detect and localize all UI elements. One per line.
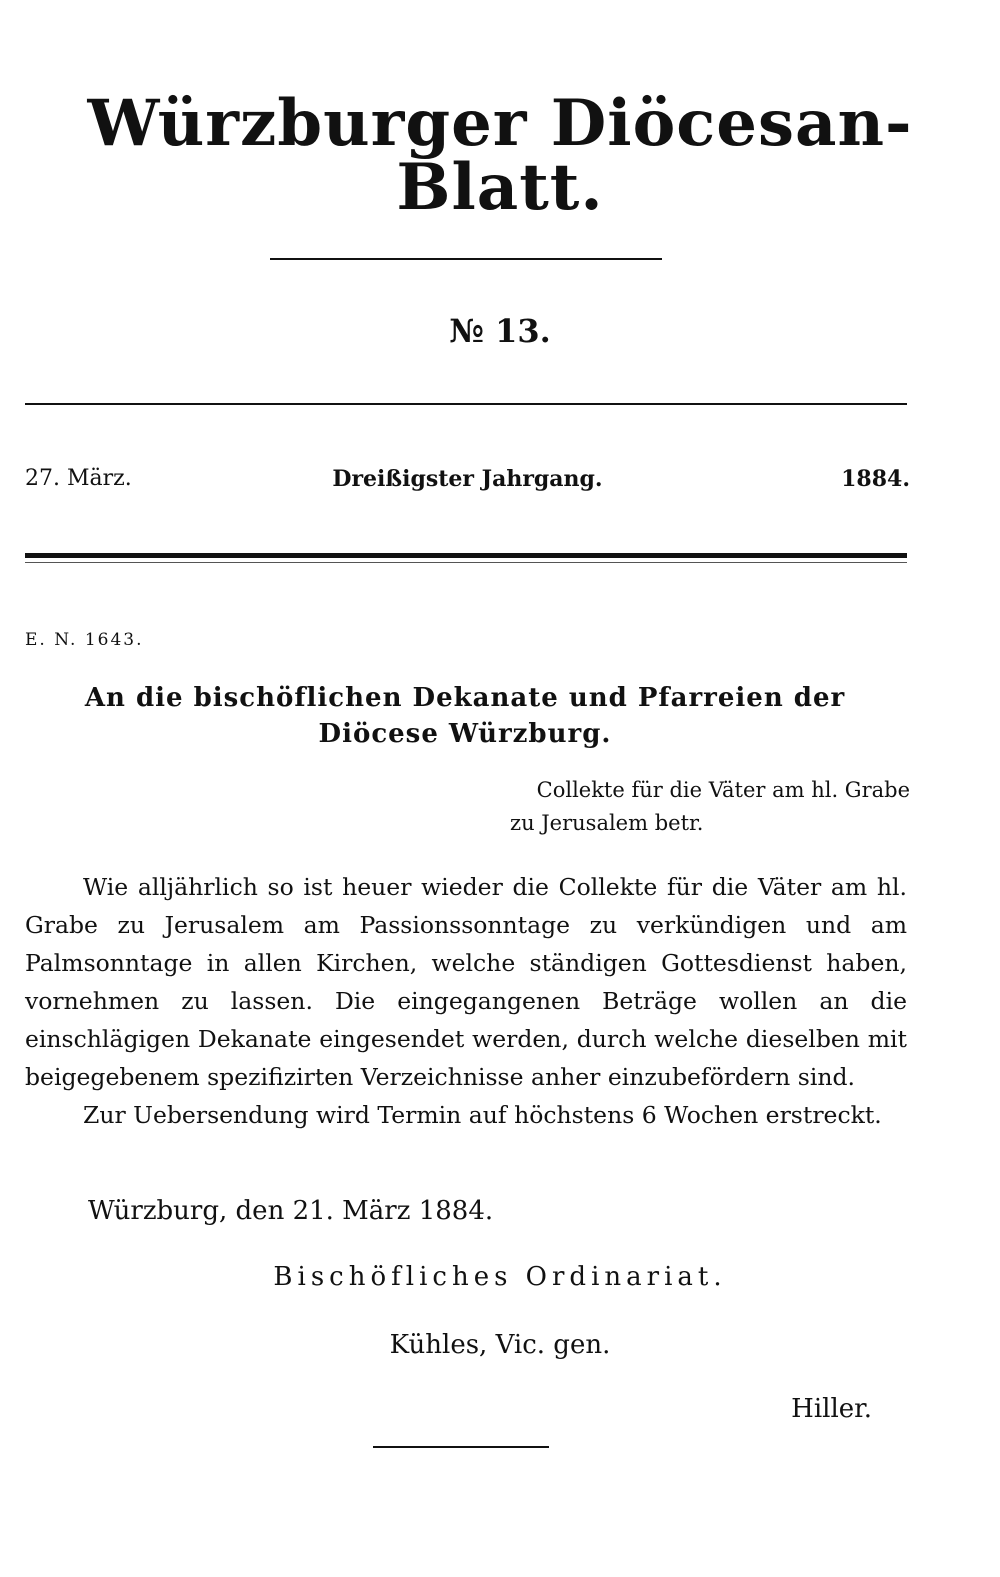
- signature-secretary: Hiller.: [791, 1394, 872, 1424]
- body-paragraph-2: Zur Uebersendung wird Termin auf höchstens 6 Wochen erstreckt.: [83, 1101, 882, 1129]
- issue-divider: [25, 403, 907, 405]
- notice-body: [25, 868, 907, 1134]
- notice-subject: [470, 774, 910, 840]
- masthead-divider: [270, 258, 662, 260]
- volume-label: Dreißigster Jahrgang.: [332, 466, 603, 492]
- end-divider: [373, 1446, 549, 1448]
- signature-vicar-general: Kühles, Vic. gen.: [389, 1330, 611, 1360]
- notice-heading: An die bischöflichen Dekanate und Pfarreien der Diöcese Würzburg.: [84, 683, 846, 749]
- dateline-divider-thick: [25, 553, 907, 558]
- issue-date: 27. März.: [25, 466, 132, 491]
- subject-line-2: zu Jerusalem betr.: [510, 811, 704, 835]
- subject-line-1: Collekte für die Väter am hl. Grabe: [536, 778, 910, 802]
- place-date: Würzburg, den 21. März 1884.: [88, 1196, 494, 1226]
- dateline-divider-thin: [25, 562, 907, 563]
- reference-number: E. N. 1643.: [25, 630, 144, 650]
- issue-year: 1884.: [841, 466, 910, 492]
- body-paragraph-1: Wie alljährlich so ist heuer wieder die Collekte für die Väter am hl. Grabe zu Jerusalem am Passionssonntage zu verkündigen und am Palmsonntage in allen Kirchen, welche ständigen Gottesdienst haben, vornehmen zu lassen. Die eingegangenen Beträge wollen an die einschlägigen Dekanate eingesendet werden, durch welche dieselben mit beigegebenem spezifizirten Verzeichnisse anher einzubefördern sind.: [25, 873, 907, 1091]
- masthead-title: Würzburger Diöcesan-Blatt.: [87, 86, 913, 225]
- issuing-office: Bischöfliches Ordinariat.: [273, 1262, 727, 1292]
- issue-number: № 13.: [449, 312, 551, 350]
